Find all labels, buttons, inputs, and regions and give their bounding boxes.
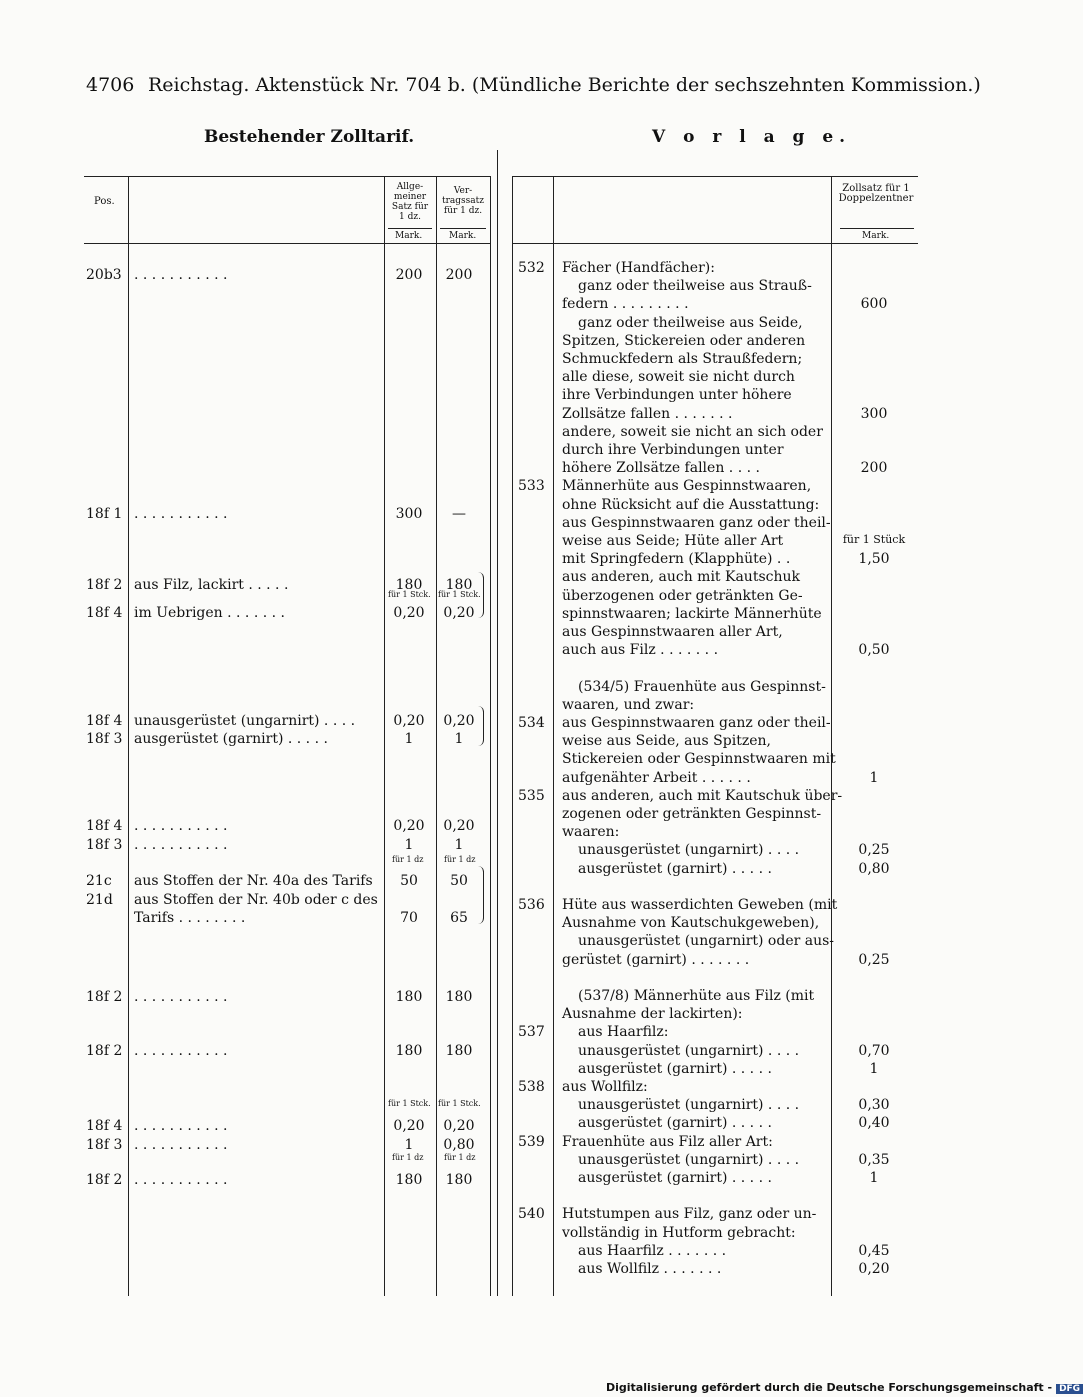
left-row-pos: 20b3	[86, 267, 122, 283]
right-line-text: ausgerüstet (garnirt) . . . . .	[578, 1170, 772, 1186]
right-line-text: ausgerüstet (garnirt) . . . . .	[578, 1115, 772, 1132]
left-row-pos: 18f 2	[86, 1172, 123, 1188]
left-row-contract-rate: 180	[445, 1043, 473, 1059]
right-line-text: aufgenähter Arbeit . . . . . .	[562, 769, 751, 786]
right-line-text: vollständig in Hutform gebracht:	[562, 1224, 796, 1241]
right-line-text: unausgerüstet (ungarnirt) oder aus-	[578, 933, 835, 950]
right-line-text: Männerhüte aus Gespinnstwaaren,	[562, 478, 812, 495]
right-line-text: (534/5) Frauenhüte aus Gespinnst-	[578, 678, 826, 695]
right-line-number: 533	[518, 478, 545, 495]
left-row-text: aus Stoffen der Nr. 40a des Tarifs	[134, 873, 373, 889]
left-top-rule	[84, 176, 490, 177]
right-line-text: überzogenen oder getränkten Ge-	[562, 587, 803, 604]
right-line-number: 539	[518, 1133, 545, 1150]
right-line-rate: 0,50	[858, 642, 890, 659]
left-row-general-rate: 1	[404, 1137, 414, 1153]
right-line-rate: 1	[869, 1060, 879, 1077]
right-line-text: durch ihre Verbindungen unter	[562, 442, 784, 458]
center-rule	[497, 150, 498, 1296]
right-line-number: 537	[518, 1024, 545, 1041]
left-row-contract-rate: 200	[445, 267, 473, 283]
right-line-text: Hüte aus wasserdichten Geweben (mit	[562, 897, 838, 913]
right-line-text: aus Haarfilz:	[578, 1024, 669, 1041]
right-line-text: andere, soweit sie nicht an sich oder	[562, 423, 823, 440]
right-title: V o r l a g e.	[652, 127, 852, 147]
left-row-pos: 21d	[86, 892, 113, 908]
left-row-contract-rate: 180	[445, 577, 473, 593]
right-line-number: 532	[518, 260, 545, 276]
running-head: Reichstag. Aktenstück Nr. 704 b. (Mündliche Berichte der sechszehnten Kommission.)	[148, 74, 981, 96]
left-row-text: . . . . . . . . . . .	[134, 1043, 228, 1059]
col-unit-rate: Mark.	[862, 231, 890, 241]
right-line-rate: für 1 Stück	[842, 533, 906, 546]
left-row-text: aus Stoffen der Nr. 40b oder c des	[134, 892, 378, 908]
unit-note-dz2-con: für 1 dz	[444, 1153, 476, 1162]
left-row-general-rate: 300	[395, 506, 423, 522]
right-line-text: ohne Rücksicht auf die Ausstattung:	[562, 496, 820, 513]
right-line-text: unausgerüstet (ungarnirt) . . . .	[578, 1042, 800, 1059]
left-row-contract-rate: 50	[450, 873, 468, 889]
right-line-text: aus Gespinnstwaaren ganz oder theil-	[562, 514, 831, 531]
dfg-logo: DFG	[1056, 1384, 1083, 1394]
left-row-text: . . . . . . . . . . .	[134, 837, 228, 853]
right-line-rate: 0,30	[858, 1097, 890, 1114]
right-line-number: 540	[518, 1206, 545, 1223]
brace-1	[478, 572, 484, 618]
left-row-text: Tarifs . . . . . . . .	[134, 910, 246, 926]
right-head-rule	[512, 243, 918, 244]
right-line-rate: 300	[860, 405, 888, 422]
left-row-text: . . . . . . . . . . .	[134, 506, 228, 522]
right-line-text: Stickereien oder Gespinnstwaaren mit	[562, 751, 836, 768]
right-line-text: weise aus Seide, aus Spitzen,	[562, 733, 771, 750]
right-line-text: ausgerüstet (garnirt) . . . . .	[578, 1060, 772, 1077]
unit-note-dz1-con: für 1 dz	[444, 855, 476, 864]
right-line-text: waaren, und zwar:	[562, 696, 695, 713]
right-line-text: Ausnahme von Kautschukgeweben),	[562, 915, 820, 932]
right-line-text: aus anderen, auch mit Kautschuk über-	[562, 787, 843, 804]
left-row-contract-rate: 0,20	[443, 1118, 475, 1134]
left-row-general-rate: 0,20	[393, 1118, 425, 1134]
right-line-text: ganz oder theilweise aus Strauß-	[578, 278, 812, 295]
right-line-rate: 0,45	[858, 1242, 890, 1259]
unit-note-dz1-gen: für 1 dz	[392, 855, 424, 864]
right-line-text: unausgerüstet (ungarnirt) . . . .	[578, 1151, 800, 1168]
right-line-rate: 1	[869, 1170, 879, 1186]
right-line-number: 535	[518, 787, 545, 804]
unit-note-stk1-gen: für 1 Stck.	[388, 590, 431, 599]
right-line-text: federn . . . . . . . . .	[562, 296, 689, 313]
col-head-rate: Zollsatz für 1 Doppelzentner	[838, 183, 914, 204]
left-row-contract-rate: 1	[454, 837, 464, 853]
left-row-pos: 18f 3	[86, 1137, 123, 1153]
page-number: 4706	[86, 74, 135, 96]
left-row-text: . . . . . . . . . . .	[134, 267, 228, 283]
right-line-number: 534	[518, 715, 545, 731]
right-line-rate: 0,20	[858, 1261, 890, 1277]
left-row-text: . . . . . . . . . . .	[134, 1118, 228, 1134]
right-line-text: ganz oder theilweise aus Seide,	[578, 314, 803, 331]
right-line-text: aus Gespinnstwaaren ganz oder theil-	[562, 715, 831, 731]
right-line-text: Frauenhüte aus Filz aller Art:	[562, 1133, 773, 1150]
right-line-rate: 0,80	[858, 860, 890, 877]
right-line-rate: 1	[869, 769, 879, 786]
right-line-text: unausgerüstet (ungarnirt) . . . .	[578, 842, 800, 859]
left-row-general-rate: 70	[400, 910, 418, 926]
col-unit-con: Mark.	[449, 231, 477, 241]
left-row-general-rate: 200	[395, 267, 423, 283]
unit-note-dz2-gen: für 1 dz	[392, 1153, 424, 1162]
left-row-general-rate: 180	[395, 1043, 423, 1059]
left-row-pos: 18f 4	[86, 605, 123, 621]
left-head-rule	[84, 243, 490, 244]
left-row-pos: 18f 1	[86, 506, 123, 522]
right-line-rate: 0,25	[858, 842, 890, 859]
left-row-pos: 18f 4	[86, 1118, 123, 1134]
right-col-divider-3	[831, 176, 832, 1296]
left-row-text: . . . . . . . . . . .	[134, 818, 228, 834]
left-row-contract-rate: 0,20	[443, 818, 475, 834]
left-col-divider-1	[128, 176, 129, 1296]
right-line-text: spinnstwaaren; lackirte Männerhüte	[562, 605, 822, 622]
left-row-pos: 21c	[86, 873, 112, 889]
right-line-rate: 0,25	[858, 951, 890, 968]
left-row-pos: 18f 3	[86, 837, 123, 853]
left-row-text: ausgerüstet (garnirt) . . . . .	[134, 731, 328, 747]
right-line-rate: 0,70	[858, 1042, 890, 1059]
footer-credit	[606, 1381, 1083, 1394]
right-line-text: aus Wollfilz . . . . . . .	[578, 1261, 722, 1277]
left-row-pos: 18f 2	[86, 1043, 123, 1059]
right-line-rate: 0,40	[858, 1115, 890, 1132]
unit-note-stk1-con: für 1 Stck.	[438, 590, 481, 599]
right-line-text: Schmuckfedern als Straußfedern;	[562, 351, 803, 367]
right-line-text: mit Springfedern (Klapphüte) . .	[562, 551, 791, 568]
right-line-text: aus Wollfilz:	[562, 1079, 648, 1095]
left-row-general-rate: 0,20	[393, 605, 425, 621]
right-line-text: Spitzen, Stickereien oder anderen	[562, 332, 806, 349]
left-row-contract-rate: 180	[445, 989, 473, 1005]
unit-note-stk2-gen: für 1 Stck.	[388, 1099, 431, 1108]
right-col-divider-1	[512, 176, 513, 1296]
left-row-general-rate: 180	[395, 577, 423, 593]
left-row-contract-rate: 1	[454, 731, 464, 747]
right-line-text: höhere Zollsätze fallen . . . .	[562, 460, 760, 477]
unit-note-stk2-con: für 1 Stck.	[438, 1099, 481, 1108]
right-line-text: ihre Verbindungen unter höhere	[562, 387, 792, 404]
right-line-text: weise aus Seide; Hüte aller Art	[562, 533, 784, 549]
right-line-number: 538	[518, 1079, 545, 1095]
left-row-general-rate: 180	[395, 1172, 423, 1188]
footer-text: Digitalisierung gefördert durch die Deutsche Forschungsgemeinschaft -	[606, 1381, 1053, 1394]
left-row-general-rate: 50	[400, 873, 418, 889]
right-top-rule	[512, 176, 918, 177]
right-line-text: auch aus Filz . . . . . . .	[562, 642, 719, 659]
right-line-text: (537/8) Männerhüte aus Filz (mit	[578, 988, 815, 1004]
left-row-general-rate: 1	[404, 731, 414, 747]
left-row-pos: 18f 2	[86, 989, 123, 1005]
right-line-text: aus anderen, auch mit Kautschuk	[562, 569, 800, 586]
col-unit-gen: Mark.	[395, 231, 423, 241]
col-head-pos: Pos.	[94, 196, 115, 207]
right-line-text: Zollsätze fallen . . . . . . .	[562, 405, 733, 422]
right-line-number: 536	[518, 897, 545, 913]
unit-rule-rate	[840, 228, 914, 229]
left-row-general-rate: 1	[404, 837, 414, 853]
left-row-contract-rate: 0,80	[443, 1137, 475, 1153]
col-head-contract: Ver- tragssatz für 1 dz.	[441, 186, 484, 216]
left-row-contract-rate: 0,20	[443, 713, 475, 729]
right-line-text: Ausnahme der lackirten):	[562, 1006, 743, 1023]
left-row-contract-rate: 65	[450, 910, 468, 926]
right-col-divider-2	[553, 176, 554, 1296]
right-line-text: Fächer (Handfächer):	[562, 260, 715, 276]
left-row-text: . . . . . . . . . . .	[134, 1172, 228, 1188]
left-row-text: . . . . . . . . . . .	[134, 1137, 228, 1153]
left-row-contract-rate: 180	[445, 1172, 473, 1188]
left-row-pos: 18f 2	[86, 577, 123, 593]
right-line-text: gerüstet (garnirt) . . . . . . .	[562, 951, 750, 968]
right-line-text: ausgerüstet (garnirt) . . . . .	[578, 860, 772, 877]
left-row-general-rate: 0,20	[393, 713, 425, 729]
right-line-text: waaren:	[562, 824, 620, 841]
right-line-text: unausgerüstet (ungarnirt) . . . .	[578, 1097, 800, 1114]
left-title: Bestehender Zolltarif.	[204, 127, 415, 147]
right-line-rate: 0,35	[858, 1151, 890, 1168]
left-row-pos: 18f 4	[86, 713, 123, 729]
left-row-text: . . . . . . . . . . .	[134, 989, 228, 1005]
left-row-text: unausgerüstet (ungarnirt) . . . .	[134, 713, 356, 729]
right-line-text: Hutstumpen aus Filz, ganz oder un-	[562, 1206, 817, 1223]
left-row-general-rate: 180	[395, 989, 423, 1005]
brace-3	[478, 866, 484, 924]
right-line-text: zogenen oder getränkten Gespinnst-	[562, 806, 822, 822]
col-head-general: Allge- meiner Satz für 1 dz.	[391, 182, 429, 222]
left-row-text: aus Filz, lackirt . . . . .	[134, 577, 289, 593]
left-col-divider-4	[490, 176, 491, 1296]
left-row-pos: 18f 4	[86, 818, 123, 834]
unit-rule-con	[440, 228, 486, 229]
left-row-general-rate: 0,20	[393, 818, 425, 834]
right-line-rate: 200	[860, 460, 888, 477]
left-row-text: im Uebrigen . . . . . . .	[134, 605, 285, 621]
right-line-rate: 600	[860, 296, 888, 313]
right-line-text: alle diese, soweit sie nicht durch	[562, 369, 795, 386]
left-row-pos: 18f 3	[86, 731, 123, 747]
right-line-text: aus Haarfilz . . . . . . .	[578, 1242, 727, 1259]
right-line-text: aus Gespinnstwaaren aller Art,	[562, 624, 783, 640]
right-line-rate: 1,50	[858, 551, 890, 568]
left-row-contract-rate: 0,20	[443, 605, 475, 621]
brace-2	[478, 706, 484, 746]
left-row-contract-rate: —	[452, 506, 466, 522]
unit-rule-gen	[388, 228, 432, 229]
